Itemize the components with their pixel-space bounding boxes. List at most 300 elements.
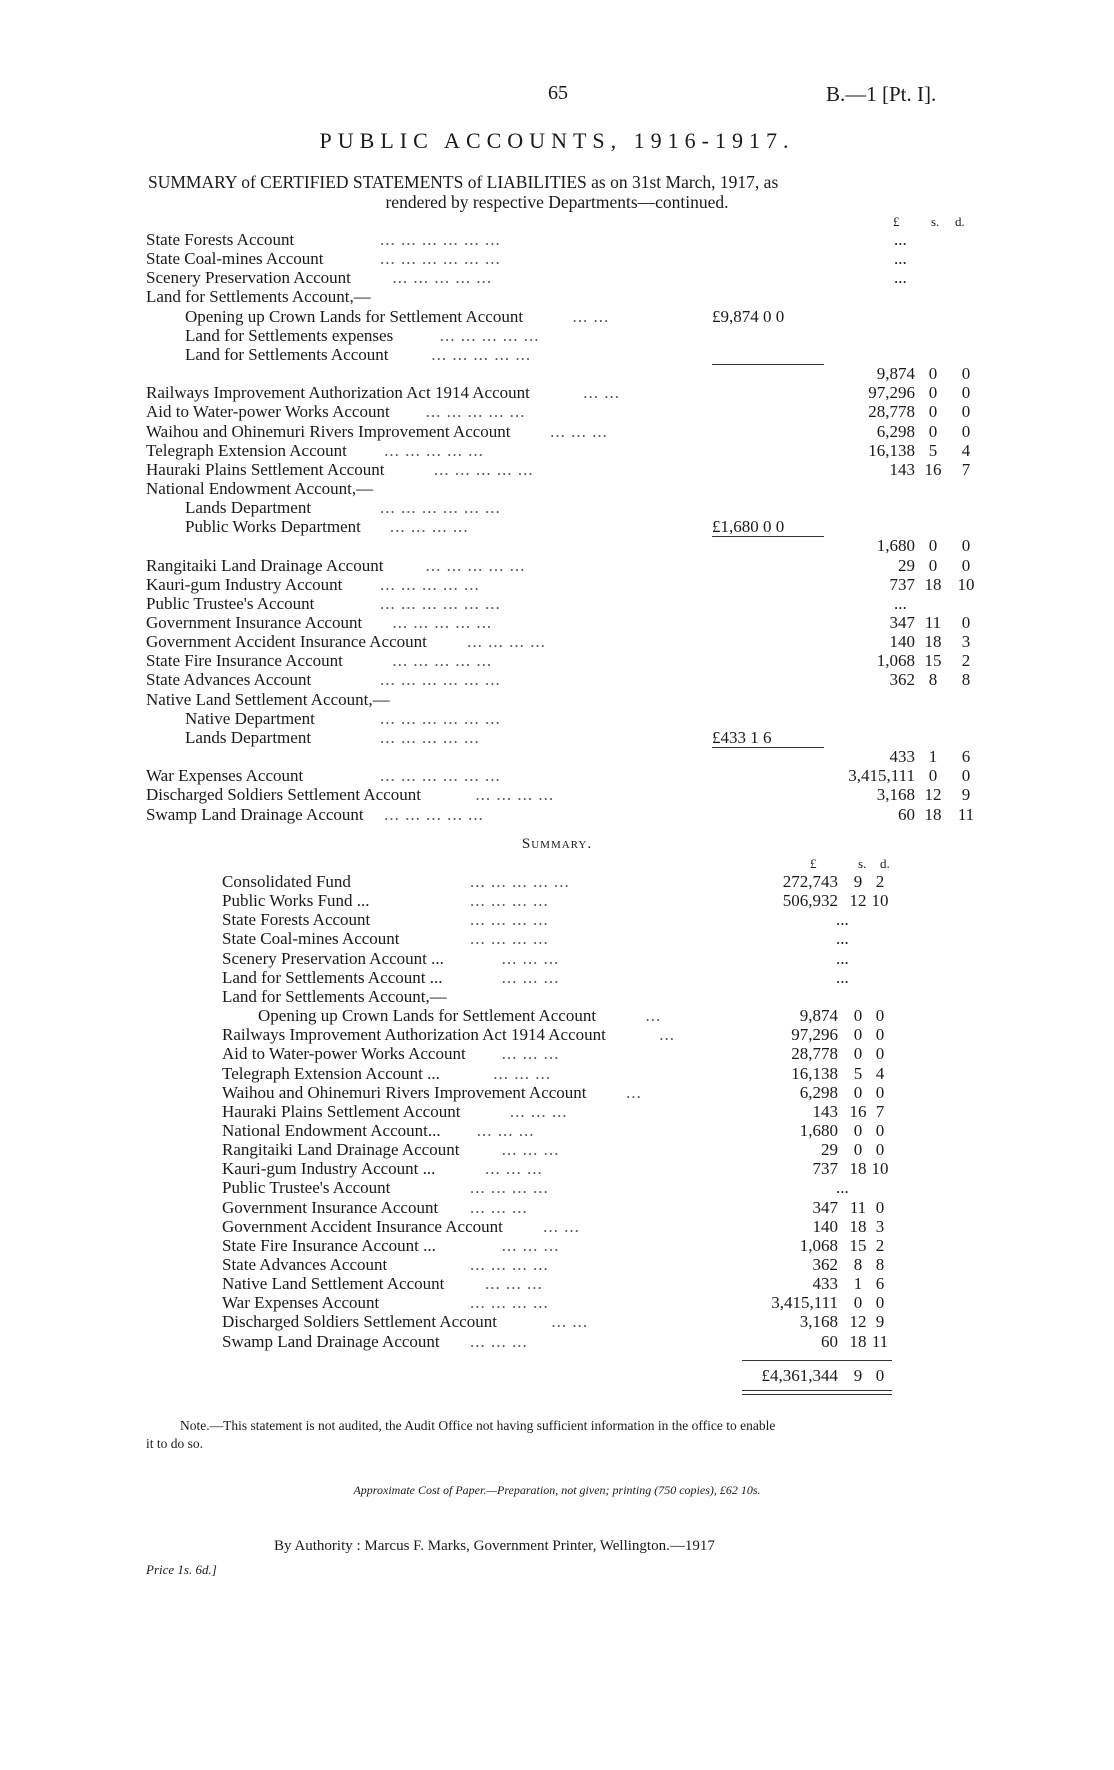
amount-shillings: 0 <box>853 1082 863 1102</box>
nil-amount: ... <box>836 1178 849 1198</box>
summary-label: Government Insurance Account <box>222 1197 439 1217</box>
leader-dots: ... ... <box>572 306 610 326</box>
amount-shillings: 0 <box>853 1025 863 1045</box>
statement-label: Government Accident Insurance Account <box>146 632 427 652</box>
amount-shillings: 0 <box>928 555 938 575</box>
summary-row <box>0 929 1114 948</box>
amount-pounds: 140 <box>889 632 915 652</box>
leader-dots: ... ... ... ... ... <box>392 613 493 632</box>
statement-row <box>0 498 1114 517</box>
cost-of-paper: Approximate Cost of Paper.—Preparation, not given; printing (750 copies), £62 10s. <box>353 1483 761 1497</box>
summary-label: Hauraki Plains Settlement Account <box>222 1101 461 1121</box>
amount-pounds: 272,743 <box>782 872 838 891</box>
leader-dots: ... ... ... ... <box>470 1178 549 1198</box>
statement-row <box>0 594 1114 613</box>
summary-row <box>0 1064 1114 1083</box>
summary-label: National Endowment Account... <box>222 1120 441 1140</box>
leader-dots: ... ... ... ... ... ... <box>380 249 501 269</box>
amount-shillings: 0 <box>853 1293 863 1313</box>
leader-dots: ... ... <box>543 1216 580 1236</box>
subtotal-amount: £433 1 6 <box>712 727 772 747</box>
summary-row <box>0 1255 1114 1274</box>
amount-pence: 2 <box>875 872 885 891</box>
amount-pence: 7 <box>875 1101 885 1121</box>
amount-pounds: 1,068 <box>876 651 915 671</box>
summary-row <box>0 1312 1114 1331</box>
summary-shillings-header: s. <box>858 856 867 871</box>
statement-row <box>0 575 1114 594</box>
amount-pounds: 3,415,111 <box>771 1293 838 1313</box>
leader-dots: ... ... ... ... <box>470 1293 549 1313</box>
amount-pence: 6 <box>961 747 971 767</box>
statement-row <box>0 709 1114 728</box>
total-double-rule-1 <box>742 1390 892 1391</box>
total-rule-top <box>742 1360 892 1361</box>
summary-row <box>0 1293 1114 1312</box>
summary-row <box>0 968 1114 987</box>
statement-label: Rangitaiki Land Drainage Account <box>146 555 384 575</box>
amount-pounds: 433 <box>812 1274 838 1294</box>
amount-pence: 9 <box>875 1312 885 1332</box>
amount-pounds: 97,296 <box>791 1025 838 1045</box>
amount-pounds: 6,298 <box>876 421 915 441</box>
amount-pounds: 3,415,111 <box>848 766 915 786</box>
leader-dots: ... ... ... ... ... ... <box>380 670 501 690</box>
summary-row <box>0 1236 1114 1255</box>
statement-row <box>0 632 1114 651</box>
statement-label: Telegraph Extension Account <box>146 440 347 460</box>
amount-pounds: 29 <box>898 555 915 575</box>
summary-label: Railways Improvement Authorization Act 1914 Account <box>222 1025 606 1045</box>
summary-label: Rangitaiki Land Drainage Account <box>222 1140 460 1160</box>
amount-shillings: 18 <box>924 804 942 824</box>
statement-row <box>0 441 1114 460</box>
statement-row <box>0 670 1114 689</box>
leader-dots: ... ... ... ... <box>389 517 469 537</box>
amount-shillings: 0 <box>928 364 938 384</box>
amount-pounds: 6,298 <box>799 1082 838 1102</box>
statement-row <box>0 383 1114 402</box>
statement-row <box>0 766 1114 785</box>
statement-row <box>0 536 1114 555</box>
leader-dots: ... ... <box>551 1312 589 1332</box>
amount-pounds: 1,680 <box>799 1120 838 1140</box>
summary-label: Public Works Fund ... <box>222 891 370 911</box>
amount-shillings: 11 <box>924 613 942 632</box>
statement-row <box>0 651 1114 670</box>
summary-row <box>0 1198 1114 1217</box>
nil-amount: ... <box>894 230 907 249</box>
leader-dots: ... ... ... <box>550 421 608 441</box>
amount-pounds: 433 <box>889 747 915 767</box>
summary-row <box>0 1159 1114 1178</box>
amount-pounds: 347 <box>812 1197 838 1217</box>
statement-label: Public Works Department <box>185 517 361 537</box>
grand-total-row <box>0 1366 1114 1385</box>
amount-shillings: 0 <box>853 1044 863 1064</box>
nil-amount: ... <box>836 967 849 987</box>
summary-pence-header: d. <box>880 856 890 871</box>
amount-pence: 0 <box>875 1293 885 1313</box>
amount-shillings: 0 <box>928 421 938 441</box>
grand-total-shillings: 9 <box>853 1366 863 1385</box>
leader-dots: ... ... ... <box>485 1274 543 1294</box>
amount-pounds: 29 <box>821 1140 838 1160</box>
leader-dots: ... ... ... ... ... ... <box>380 230 501 249</box>
amount-shillings: 18 <box>849 1159 867 1179</box>
amount-pounds: 60 <box>898 804 915 824</box>
leader-dots: ... ... ... <box>493 1063 552 1083</box>
amount-shillings: 11 <box>849 1197 867 1217</box>
amount-pence: 0 <box>961 766 971 786</box>
leader-dots: ... <box>659 1025 676 1045</box>
statement-row <box>0 402 1114 421</box>
statement-row <box>0 249 1114 268</box>
note-line-1: Note.—This statement is not audited, the Audit Office not having sufficient information in the office to enable <box>180 1418 776 1433</box>
statement-label: Land for Settlements Account <box>185 344 389 364</box>
statement-row <box>0 747 1114 766</box>
amount-shillings: 16 <box>924 459 942 479</box>
note-line-2: it to do so. <box>146 1436 204 1451</box>
printer-authority: By Authority : Marcus F. Marks, Government Printer, Wellington.—1917 <box>274 1538 715 1554</box>
summary-label: State Fire Insurance Account ... <box>222 1235 436 1255</box>
statement-label: Waihou and Ohinemuri Rivers Improvement Account <box>146 421 511 441</box>
statement-row <box>0 479 1114 498</box>
statement-label: Land for Settlements Account,— <box>146 287 371 307</box>
leader-dots: ... ... ... <box>501 1044 560 1064</box>
amount-pence: 2 <box>961 651 971 671</box>
amount-pence: 0 <box>961 555 971 575</box>
leader-dots: ... ... ... ... ... ... <box>380 593 501 613</box>
statement-row <box>0 690 1114 709</box>
leader-dots: ... ... ... ... ... <box>380 727 480 747</box>
leader-dots: ... ... ... ... ... <box>392 651 493 671</box>
statements-shillings-header: s. <box>931 214 940 229</box>
amount-pence: 11 <box>957 804 975 824</box>
amount-pence: 0 <box>875 1006 885 1026</box>
amount-shillings: 12 <box>849 1312 867 1332</box>
amount-shillings: 18 <box>849 1216 867 1236</box>
amount-pence: 0 <box>875 1140 885 1160</box>
statement-row <box>0 785 1114 804</box>
statement-label: State Fire Insurance Account <box>146 651 343 671</box>
summary-label: Discharged Soldiers Settlement Account <box>222 1312 497 1332</box>
amount-pounds: 60 <box>821 1331 838 1351</box>
summary-label: Aid to Water-power Works Account <box>222 1044 466 1064</box>
statements-pence-header: d. <box>955 214 965 229</box>
statement-label: Public Trustee's Account <box>146 593 315 613</box>
amount-pounds: 362 <box>889 670 915 690</box>
summary-row <box>0 1025 1114 1044</box>
summary-label: Waihou and Ohinemuri Rivers Improvement Account <box>222 1082 587 1102</box>
summary-label: Land for Settlements Account ... <box>222 967 443 987</box>
leader-dots: ... ... ... <box>501 948 560 968</box>
leader-dots: ... ... ... ... ... <box>425 402 526 422</box>
summary-row <box>0 1102 1114 1121</box>
leader-dots: ... ... ... ... ... <box>470 872 570 891</box>
summary-row <box>0 1178 1114 1197</box>
amount-pounds: 28,778 <box>868 402 915 422</box>
amount-pence: 10 <box>957 574 975 594</box>
statement-label: Swamp Land Drainage Account <box>146 804 364 824</box>
amount-shillings: 8 <box>928 670 938 690</box>
statement-label: Native Land Settlement Account,— <box>146 689 390 709</box>
summary-row <box>0 1140 1114 1159</box>
amount-pence: 7 <box>961 459 971 479</box>
leader-dots: ... ... ... ... ... <box>384 804 484 824</box>
summary-row <box>0 1044 1114 1063</box>
nil-amount: ... <box>894 593 907 613</box>
statement-row <box>0 805 1114 824</box>
leader-dots: ... ... ... ... <box>470 1255 549 1274</box>
amount-shillings: 0 <box>853 1006 863 1026</box>
amount-pounds: 16,138 <box>868 440 915 460</box>
subtitle-line-1: SUMMARY of CERTIFIED STATEMENTS of LIABILITIES as on 31st March, 1917, as <box>148 172 779 192</box>
statement-row <box>0 345 1114 364</box>
leader-dots: ... ... ... <box>501 1140 560 1160</box>
amount-pounds: 9,874 <box>799 1006 838 1026</box>
price: Price 1s. 6d.] <box>146 1562 217 1577</box>
statement-label: Discharged Soldiers Settlement Account <box>146 785 421 805</box>
amount-pounds: 3,168 <box>799 1312 838 1332</box>
amount-pounds: 16,138 <box>791 1063 838 1083</box>
amount-shillings: 1 <box>928 747 938 767</box>
amount-pence: 0 <box>961 536 971 556</box>
leader-dots: ... ... ... ... <box>470 929 549 949</box>
amount-shillings: 8 <box>853 1255 863 1274</box>
amount-pounds: 143 <box>889 459 915 479</box>
summary-label: Kauri-gum Industry Account ... <box>222 1159 436 1179</box>
statement-label: National Endowment Account,— <box>146 478 374 498</box>
amount-pence: 0 <box>961 364 971 384</box>
document-reference: B.—1 [Pt. I]. <box>826 82 937 106</box>
summary-label: Land for Settlements Account,— <box>222 986 447 1006</box>
amount-shillings: 18 <box>849 1331 867 1351</box>
page-title: PUBLIC ACCOUNTS, 1916-1917. <box>319 128 795 153</box>
summary-row <box>0 872 1114 891</box>
summary-row <box>0 1121 1114 1140</box>
leader-dots: ... ... ... ... ... <box>392 268 493 288</box>
summary-row <box>0 1332 1114 1351</box>
summary-row <box>0 987 1114 1006</box>
nil-amount: ... <box>894 249 907 269</box>
amount-pounds: 143 <box>812 1101 838 1121</box>
summary-label: Native Land Settlement Account <box>222 1274 445 1294</box>
summary-row <box>0 910 1114 929</box>
summary-label: Consolidated Fund <box>222 872 351 891</box>
amount-pence: 0 <box>875 1044 885 1064</box>
leader-dots: ... ... ... ... ... <box>433 459 534 479</box>
amount-pence: 0 <box>875 1197 885 1217</box>
summary-label: State Forests Account <box>222 910 371 930</box>
amount-pence: 6 <box>875 1274 885 1294</box>
statement-row <box>0 326 1114 345</box>
amount-pence: 0 <box>875 1120 885 1140</box>
statement-row <box>0 460 1114 479</box>
amount-pence: 10 <box>871 1159 889 1179</box>
amount-pounds: 1,068 <box>799 1235 838 1255</box>
amount-pence: 11 <box>871 1331 889 1351</box>
summary-label: Opening up Crown Lands for Settlement Account <box>258 1006 597 1026</box>
subtitle-line-2: rendered by respective Departments—continued. <box>385 192 729 212</box>
statement-label: Native Department <box>185 708 315 728</box>
amount-shillings: 9 <box>853 872 863 891</box>
nil-amount: ... <box>894 268 907 288</box>
statement-row <box>0 307 1114 326</box>
amount-shillings: 18 <box>924 574 942 594</box>
summary-label: State Advances Account <box>222 1255 388 1274</box>
leader-dots: ... ... ... <box>476 1120 535 1140</box>
amount-pence: 0 <box>875 1082 885 1102</box>
amount-pounds: 140 <box>812 1216 838 1236</box>
amount-pence: 0 <box>875 1025 885 1045</box>
amount-pence: 0 <box>961 421 971 441</box>
nil-amount: ... <box>836 929 849 949</box>
amount-shillings: 5 <box>928 440 938 460</box>
amount-pounds: 506,932 <box>782 891 838 911</box>
amount-shillings: 5 <box>853 1063 863 1083</box>
statement-row <box>0 613 1114 632</box>
amount-shillings: 0 <box>928 536 938 556</box>
statement-label: Scenery Preservation Account <box>146 268 351 288</box>
summary-label: State Coal-mines Account <box>222 929 400 949</box>
amount-shillings: 1 <box>853 1274 863 1294</box>
summary-row <box>0 949 1114 968</box>
leader-dots: ... ... ... ... ... ... <box>380 708 501 728</box>
statement-row <box>0 556 1114 575</box>
summary-heading: Summary. <box>521 836 593 852</box>
summary-pounds-header: £ <box>810 856 817 871</box>
amount-pence: 4 <box>875 1063 885 1083</box>
nil-amount: ... <box>836 910 849 930</box>
leader-dots: ... ... ... ... <box>470 891 549 911</box>
statement-row <box>0 364 1114 383</box>
amount-pence: 0 <box>961 613 971 632</box>
total-double-rule-2 <box>742 1394 892 1395</box>
amount-shillings: 15 <box>849 1235 867 1255</box>
summary-label: Swamp Land Drainage Account <box>222 1331 440 1351</box>
leader-dots: ... ... ... ... ... <box>384 440 484 460</box>
amount-pounds: 28,778 <box>791 1044 838 1064</box>
leader-dots: ... ... ... ... ... <box>380 574 480 594</box>
leader-dots: ... ... ... ... ... ... <box>380 766 501 786</box>
leader-dots: ... ... ... <box>470 1331 528 1351</box>
statement-label: State Advances Account <box>146 670 312 690</box>
summary-row <box>0 1274 1114 1293</box>
statement-label: Opening up Crown Lands for Settlement Account <box>185 306 524 326</box>
statement-row <box>0 230 1114 249</box>
amount-pounds: 362 <box>812 1255 838 1274</box>
amount-pence: 10 <box>871 891 889 911</box>
statement-label: Government Insurance Account <box>146 613 363 632</box>
leader-dots: ... ... <box>583 383 621 403</box>
amount-pence: 8 <box>961 670 971 690</box>
subtotal-amount: £1,680 0 0 <box>712 517 785 537</box>
amount-pence: 9 <box>961 785 971 805</box>
summary-row <box>0 1006 1114 1025</box>
amount-shillings: 0 <box>928 383 938 403</box>
summary-row <box>0 891 1114 910</box>
grand-total-pounds: £4,361,344 <box>761 1366 838 1385</box>
summary-label: Public Trustee's Account <box>222 1178 391 1198</box>
amount-shillings: 12 <box>924 785 942 805</box>
summary-row <box>0 1083 1114 1102</box>
statement-label: Aid to Water-power Works Account <box>146 402 390 422</box>
statement-row <box>0 517 1114 536</box>
amount-shillings: 16 <box>849 1101 867 1121</box>
leader-dots: ... ... ... ... ... <box>431 344 532 364</box>
amount-pence: 3 <box>961 632 971 652</box>
amount-pence: 3 <box>875 1216 885 1236</box>
amount-shillings: 12 <box>849 891 867 911</box>
leader-dots: ... ... ... <box>501 967 560 987</box>
statement-row <box>0 728 1114 747</box>
statement-label: Hauraki Plains Settlement Account <box>146 459 385 479</box>
statement-label: Land for Settlements expenses <box>185 325 394 345</box>
leader-dots: ... ... ... ... ... <box>425 555 526 575</box>
statement-label: War Expenses Account <box>146 766 304 786</box>
amount-shillings: 0 <box>928 766 938 786</box>
amount-pence: 0 <box>961 383 971 403</box>
summary-label: War Expenses Account <box>222 1293 380 1313</box>
amount-pence: 2 <box>875 1235 885 1255</box>
leader-dots: ... ... ... ... <box>467 632 546 652</box>
statement-row <box>0 268 1114 287</box>
statement-label: State Coal-mines Account <box>146 249 324 269</box>
summary-row <box>0 1217 1114 1236</box>
statement-label: Lands Department <box>185 727 312 747</box>
leader-dots: ... ... ... ... <box>470 910 549 930</box>
statements-pounds-header: £ <box>893 214 900 229</box>
nil-amount: ... <box>836 948 849 968</box>
leader-dots: ... ... ... ... ... ... <box>380 498 501 518</box>
summary-label: Telegraph Extension Account ... <box>222 1063 440 1083</box>
amount-pence: 8 <box>875 1255 885 1274</box>
amount-pounds: 9,874 <box>876 364 915 384</box>
amount-pounds: 1,680 <box>876 536 915 556</box>
amount-shillings: 15 <box>924 651 942 671</box>
summary-label: Scenery Preservation Account ... <box>222 948 444 968</box>
page-number: 65 <box>548 82 568 104</box>
statement-row <box>0 287 1114 306</box>
grand-total-pence: 0 <box>875 1366 885 1385</box>
leader-dots: ... ... ... <box>501 1235 560 1255</box>
statement-label: Lands Department <box>185 498 312 518</box>
leader-dots: ... ... ... <box>509 1101 568 1121</box>
amount-pounds: 3,168 <box>876 785 915 805</box>
leader-dots: ... ... ... <box>470 1197 528 1217</box>
amount-pounds: 347 <box>889 613 915 632</box>
amount-pence: 4 <box>961 440 971 460</box>
leader-dots: ... ... ... <box>485 1159 543 1179</box>
leader-dots: ... ... ... ... <box>475 785 555 805</box>
amount-shillings: 0 <box>853 1140 863 1160</box>
amount-pounds: 737 <box>812 1159 838 1179</box>
leader-dots: ... ... ... ... ... <box>439 325 540 345</box>
statement-label: Kauri-gum Industry Account <box>146 574 343 594</box>
amount-pence: 0 <box>961 402 971 422</box>
summary-label: Government Accident Insurance Account <box>222 1216 503 1236</box>
amount-shillings: 0 <box>853 1120 863 1140</box>
amount-shillings: 18 <box>924 632 942 652</box>
amount-shillings: 0 <box>928 402 938 422</box>
leader-dots: ... <box>645 1006 662 1026</box>
statement-label: Railways Improvement Authorization Act 1914 Account <box>146 383 530 403</box>
amount-pounds: 97,296 <box>868 383 915 403</box>
amount-pounds: 737 <box>889 574 915 594</box>
subtotal-amount: £9,874 0 0 <box>712 306 785 326</box>
statement-label: State Forests Account <box>146 230 295 249</box>
